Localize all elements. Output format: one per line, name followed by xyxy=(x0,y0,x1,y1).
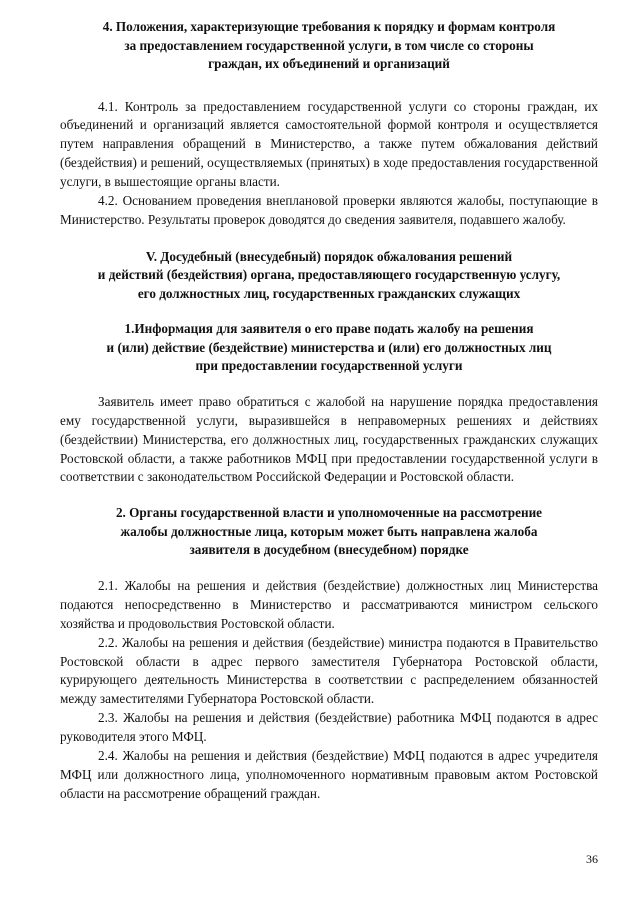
section-4-heading xyxy=(60,18,598,74)
subsection-1-heading xyxy=(60,320,598,376)
section-4-heading-line: граждан, их объединений и организаций xyxy=(208,56,450,71)
subsection-1-text: Заявитель имеет право обратиться с жалобой на нарушение порядка предоставления ему государственной услуги, выразившейся в неправомерных решениях и действиях (бездействии) Министерства, его должностных лиц, государственных гражданских служащих Ростовской области, а также работников МФЦ при предоставлении государственной услуги в соответствии с законодательством Российской Федерации и Ростовской области. xyxy=(60,393,598,485)
subsection-1-heading-line: 1.Информация для заявителя о его праве подать жалобу на решения xyxy=(124,321,534,337)
subsection-2-heading-line: заявителя в досудебном (внесудебном) порядке xyxy=(189,542,469,558)
section-4-heading-line: за предоставлением государственной услуги, в том числе со стороны xyxy=(124,37,534,53)
subsection-1-heading-line: и (или) действие (бездействие) министерства и (или) его должностных лиц xyxy=(106,339,552,355)
section-v-heading xyxy=(60,248,598,304)
subsection-2-heading-line: жалобы должностные лица, которым может быть направлена жалоба xyxy=(120,523,538,539)
paragraph-4-1: 4.1. Контроль за предоставлением государственной услуги со стороны граждан, их объединений и организаций является самостоятельной формой контроля и осуществляется путем направления обращений в Министерство, а также путем обжалования действий (бездействия) и решений, осуществляемых (принятых) в ходе предоставления государственной услуги, в вышестоящие органы власти. xyxy=(60,98,598,190)
section-v-heading-line: V. Досудебный (внесудебный) порядок обжалования решений xyxy=(145,248,513,264)
document-page xyxy=(60,18,598,804)
paragraph-2-3: 2.3. Жалобы на решения и действия (бездействие) работника МФЦ подаются в адрес руководителя этого МФЦ. xyxy=(60,710,598,745)
subsection-1-heading-line: при предоставлении государственной услуги xyxy=(195,358,463,374)
section-4-heading-line: 4. Положения, характеризующие требования к порядку и формам контроля xyxy=(102,19,556,34)
section-v-heading-line: его должностных лиц, государственных гражданских служащих xyxy=(137,285,521,301)
paragraph-2-4: 2.4. Жалобы на решения и действия (бездействие) МФЦ подаются в адрес учредителя МФЦ или должностного лица, уполномоченного нормативным правовым актом Ростовской области на рассмотрение обращений граждан. xyxy=(60,748,598,801)
paragraph-2-2: 2.2. Жалобы на решения и действия (бездействие) министра подаются в Правительство Ростовской области в адрес первого заместителя Губернатора Ростовской области, курирующего деятельность Министерства в соответствии с распределением обязанностей между заместителями Губернатора Ростовской области. xyxy=(60,634,598,707)
paragraph-4-2: 4.2. Основанием проведения внеплановой проверки являются жалобы, поступающие в Министерство. Результаты проверок доводятся до сведения заявителя, подавшего жалобу. xyxy=(60,193,598,227)
page-number: 36 xyxy=(586,852,598,866)
subsection-2-heading-line: 2. Органы государственной власти и уполномоченные на рассмотрение xyxy=(115,505,543,521)
paragraph-2-1: 2.1. Жалобы на решения и действия (бездействие) должностных лиц Министерства подаются непосредственно в Министерство и рассматриваются министром сельского хозяйства и продовольствия Ростовской области. xyxy=(60,577,598,631)
subsection-2-heading xyxy=(60,504,598,560)
section-v-heading-line: и действий (бездействия) органа, предоставляющего государственную услугу, xyxy=(97,267,561,283)
